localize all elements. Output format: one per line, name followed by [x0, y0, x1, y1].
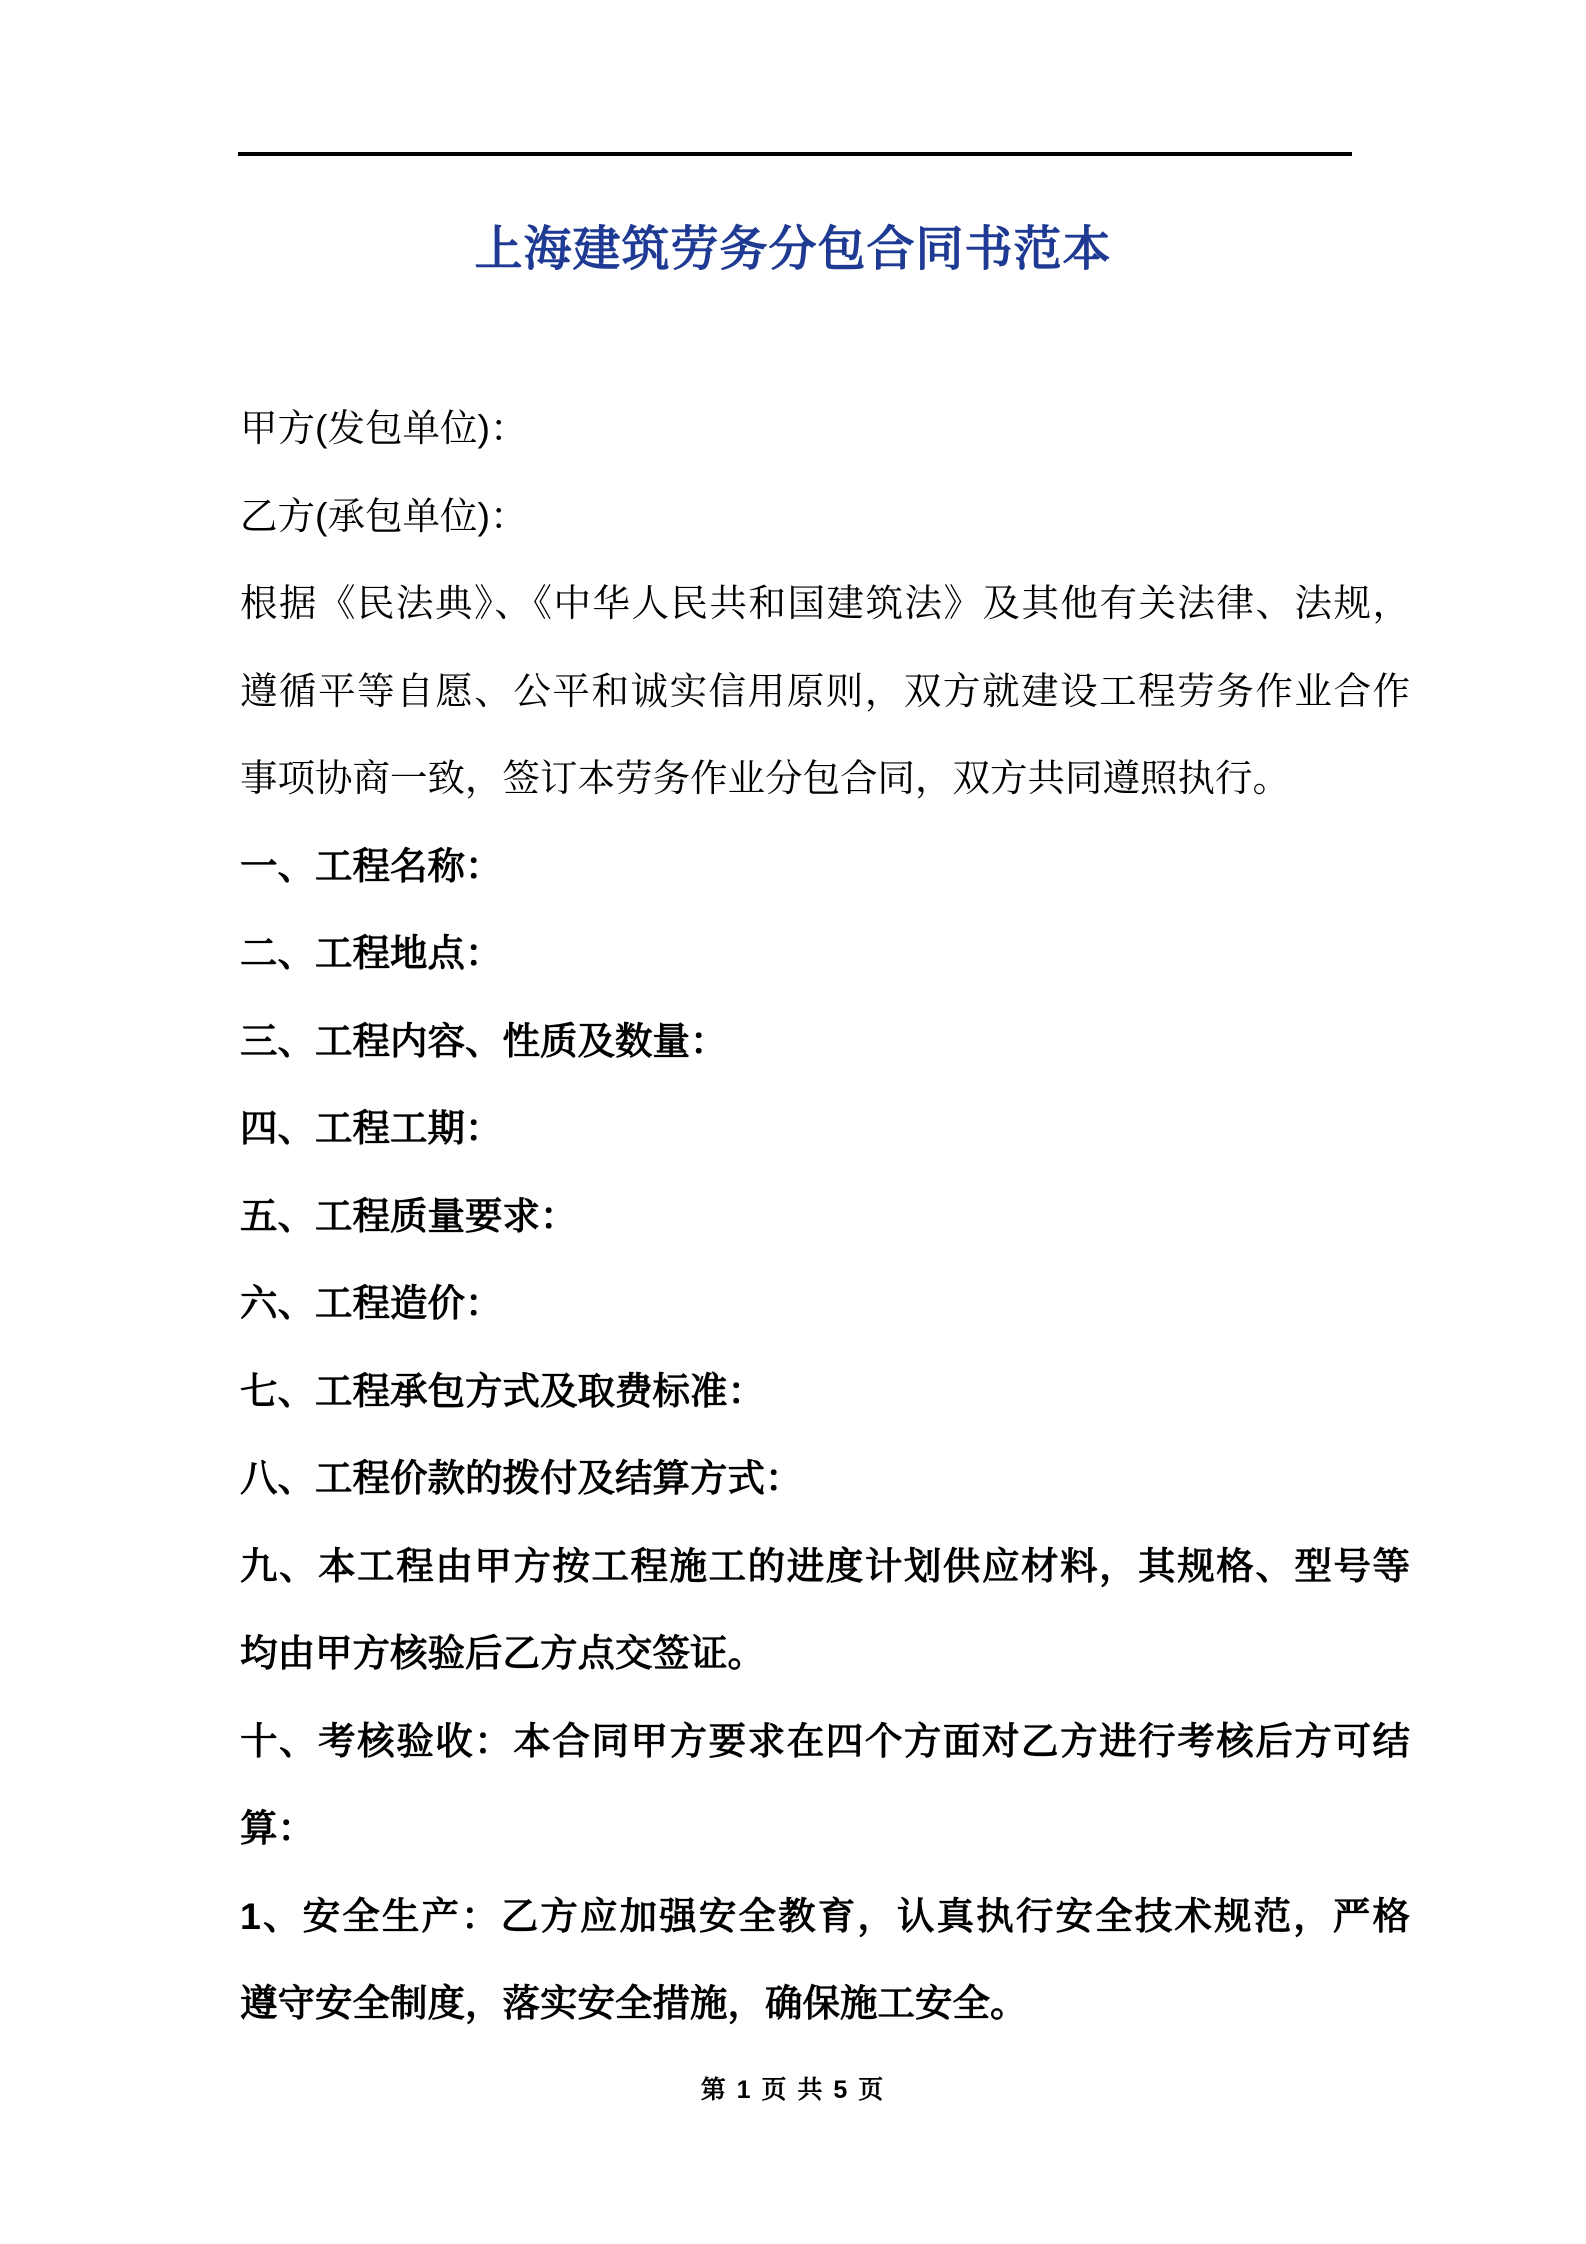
text-line: 八、工程价款的拨付及结算方式：	[240, 1457, 803, 1499]
text-line: 七、工程承包方式及取费标准：	[240, 1369, 765, 1412]
text-line: 二、工程地点：	[240, 932, 503, 974]
text-line: 九、本工程由甲方按工程施工的进度计划供应材料，其规格、型号等	[240, 1544, 1410, 1587]
text-line: 遵循平等自愿、公平和诚实信用原则，双方就建设工程劳务作业合作	[240, 669, 1410, 712]
text-line: 遵守安全制度，落实安全措施，确保施工安全。	[240, 1982, 1028, 2024]
text-line: 三、工程内容、性质及数量：	[240, 1019, 728, 1062]
text-line: 事项协商一致，签订本劳务作业分包合同，双方共同遵照执行。	[240, 757, 1290, 799]
text-line: 十、考核验收：本合同甲方要求在四个方面对乙方进行考核后方可结	[240, 1719, 1410, 1762]
text-line: 四、工程工期：	[240, 1107, 503, 1149]
text-line: 乙方(承包单位)：	[240, 494, 528, 537]
text-line: 算：	[240, 1807, 315, 1849]
page-number-footer: 第 1 页 共 5 页	[700, 2076, 886, 2104]
text-line: 均由甲方核验后乙方点交签证。	[240, 1632, 765, 1674]
text-line: 六、工程造价：	[240, 1282, 503, 1324]
document-title: 上海建筑劳务分包合同书范本	[474, 223, 1112, 276]
header-rule	[238, 152, 1352, 156]
text-line: 五、工程质量要求：	[240, 1194, 578, 1237]
text-line: 甲方(发包单位)：	[240, 407, 528, 449]
text-line: 一、工程名称：	[240, 844, 503, 887]
text-line: 1、安全生产：乙方应加强安全教育，认真执行安全技术规范，严格	[240, 1894, 1410, 1937]
text-line: 根据《民法典》、《中华人民共和国建筑法》及其他有关法律、法规，	[240, 582, 1410, 624]
document-body	[240, 385, 1410, 2048]
